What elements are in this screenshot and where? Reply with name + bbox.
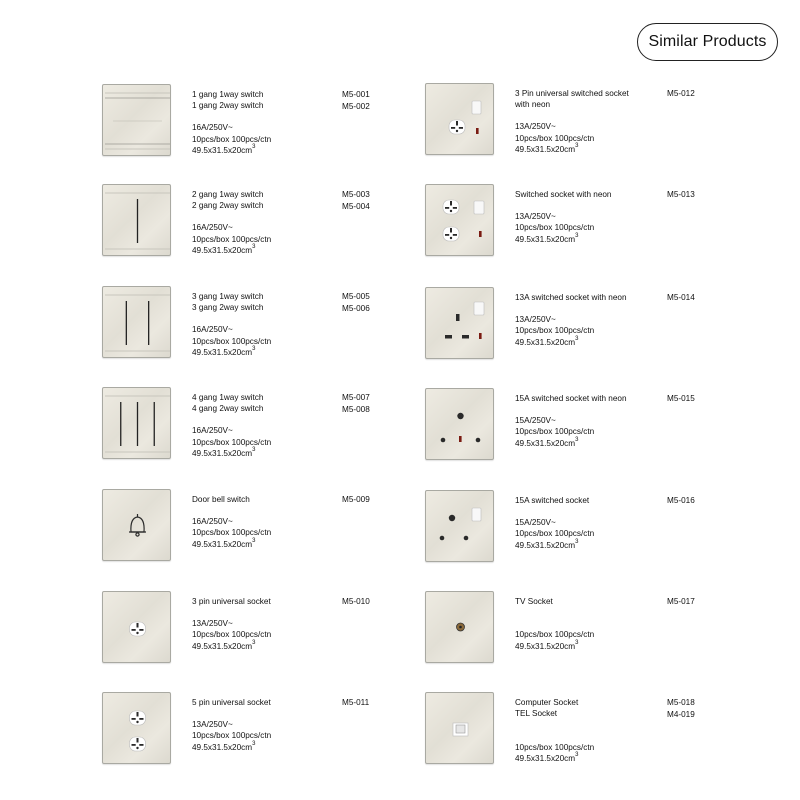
- cubic-superscript: 3: [252, 537, 256, 544]
- product-rating: 13A/250V~: [192, 619, 233, 629]
- product-code-value: M5-004: [342, 202, 370, 212]
- product-code-value: M5-009: [342, 495, 370, 504]
- product-packing: 10pcs/box 100pcs/ctn: [515, 742, 595, 752]
- product-packing: 10pcs/box 100pcs/ctn: [192, 528, 272, 538]
- product-code: [667, 292, 695, 303]
- product-rating: 13A/250V~: [515, 212, 556, 222]
- product-carton-size-line: [515, 540, 594, 551]
- product-code-value: M5-015: [667, 394, 695, 403]
- product-packing: 10pcs/box 100pcs/ctn: [192, 336, 272, 346]
- product-code: [342, 189, 370, 212]
- product-carton-size: 49.5x31.5x20cm: [192, 742, 253, 752]
- product-name: 3 pin universal socket: [192, 597, 271, 606]
- product-code: [667, 189, 695, 200]
- product-packing: 10pcs/box 100pcs/ctn: [192, 234, 272, 244]
- one-gang-switch-plate-icon: [102, 84, 171, 156]
- product-info: [192, 89, 271, 156]
- product-code-value: M5-011: [342, 698, 370, 707]
- product-info: [192, 494, 271, 550]
- product-name: 15A switched socket: [515, 496, 590, 505]
- product-packing: 10pcs/box 100pcs/ctn: [515, 529, 595, 539]
- four-gang-switch-plate-icon: [102, 387, 171, 459]
- product-code-value: M5-017: [667, 597, 695, 606]
- product-name: TV Socket: [515, 597, 553, 606]
- product-code: [667, 495, 695, 506]
- computer-tel-socket-plate-icon: [425, 692, 494, 764]
- product-code: [667, 88, 695, 99]
- cubic-superscript: 3: [575, 335, 579, 342]
- product-carton-size-line: [515, 438, 627, 449]
- product-info: [192, 189, 271, 256]
- product-packing: 10pcs/box 100pcs/ctn: [515, 223, 595, 233]
- product-code-value: M5-013: [667, 190, 695, 199]
- product-info: [192, 596, 271, 652]
- cubic-superscript: 3: [252, 144, 256, 151]
- product-packing: 10pcs/box 100pcs/ctn: [192, 731, 272, 741]
- product-carton-size-line: [515, 753, 594, 764]
- product-code: [667, 393, 695, 404]
- product-rating: 16A/250V~: [192, 123, 233, 133]
- product-packing: 10pcs/box 100pcs/ctn: [192, 134, 272, 144]
- product-carton-size-line: [192, 641, 271, 652]
- product-carton-size: 49.5x31.5x20cm: [192, 245, 253, 255]
- product-carton-size-line: [515, 641, 594, 652]
- product-info: [515, 88, 629, 155]
- product-code-value: M4-019: [667, 710, 695, 720]
- product-code: [342, 494, 370, 505]
- product-carton-size: 49.5x31.5x20cm: [515, 234, 576, 244]
- product-rating: [515, 730, 594, 741]
- product-info: [192, 697, 271, 753]
- product-carton-size: 49.5x31.5x20cm: [192, 448, 253, 458]
- three-gang-switch-plate-icon: [102, 286, 171, 358]
- product-name: 2 gang 2way switch: [192, 201, 264, 211]
- product-info: [192, 291, 271, 358]
- product-name: Switched socket with neon: [515, 190, 612, 199]
- cubic-superscript: 3: [252, 447, 256, 454]
- product-name: 3 Pin universal switched socket: [515, 89, 629, 98]
- five-pin-universal-socket-plate-icon: [102, 692, 171, 764]
- two-gang-switch-plate-icon: [102, 184, 171, 256]
- product-code-value: M5-012: [667, 89, 695, 98]
- door-bell-switch-plate-icon: [102, 489, 171, 561]
- product-carton-size-line: [192, 742, 271, 753]
- product-code-value: M5-018: [667, 698, 695, 707]
- product-code-value: M5-003: [342, 190, 370, 199]
- product-name: 1 gang 2way switch: [192, 101, 264, 111]
- product-code-value: M5-005: [342, 292, 370, 301]
- product-name: 15A switched socket with neon: [515, 394, 627, 403]
- product-code-value: M5-016: [667, 496, 695, 505]
- product-carton-size: 49.5x31.5x20cm: [515, 753, 576, 763]
- product-name: Door bell switch: [192, 495, 250, 504]
- product-rating: 16A/250V~: [192, 325, 233, 335]
- product-name: Computer Socket: [515, 698, 579, 707]
- product-info: [192, 392, 271, 459]
- product-info: [515, 393, 627, 449]
- product-name: 5 pin universal socket: [192, 698, 271, 707]
- product-carton-size-line: [515, 144, 629, 155]
- cubic-superscript: 3: [575, 752, 579, 759]
- product-carton-size-line: [192, 347, 271, 358]
- product-code: [342, 89, 370, 112]
- tv-socket-plate-icon: [425, 591, 494, 663]
- product-code-value: M5-014: [667, 293, 695, 302]
- cubic-superscript: 3: [575, 538, 579, 545]
- product-info: [515, 596, 594, 652]
- product-rating: 15A/250V~: [515, 416, 556, 426]
- switched-socket-neon-plate-icon: [425, 184, 494, 256]
- product-name: 1 gang 1way switch: [192, 90, 264, 99]
- product-code: [342, 291, 370, 314]
- product-carton-size: 49.5x31.5x20cm: [515, 540, 576, 550]
- product-carton-size: 49.5x31.5x20cm: [515, 144, 576, 154]
- cubic-superscript: 3: [252, 244, 256, 251]
- product-code-value: M5-010: [342, 597, 370, 606]
- cubic-superscript: 3: [252, 740, 256, 747]
- product-rating: 15A/250V~: [515, 518, 556, 528]
- cubic-superscript: 3: [252, 639, 256, 646]
- cubic-superscript: 3: [575, 436, 579, 443]
- fifteen-amp-switched-socket-plate-icon: [425, 490, 494, 562]
- product-name: 4 gang 2way switch: [192, 404, 264, 414]
- thirteen-amp-switched-socket-plate-icon: [425, 287, 494, 359]
- product-carton-size-line: [192, 448, 271, 459]
- product-packing: 10pcs/box 100pcs/ctn: [192, 437, 272, 447]
- cubic-superscript: 3: [575, 143, 579, 150]
- product-code: [342, 596, 370, 607]
- fifteen-amp-switched-socket-neon-plate-icon: [425, 388, 494, 460]
- product-name: 3 gang 1way switch: [192, 292, 264, 301]
- product-code: [667, 697, 695, 720]
- product-rating: [515, 618, 594, 629]
- product-carton-size: 49.5x31.5x20cm: [192, 145, 253, 155]
- cubic-superscript: 3: [575, 639, 579, 646]
- product-rating: 13A/250V~: [192, 720, 233, 730]
- product-carton-size-line: [515, 337, 627, 348]
- product-name: 13A switched socket with neon: [515, 293, 627, 302]
- product-carton-size: 49.5x31.5x20cm: [192, 347, 253, 357]
- product-packing: 10pcs/box 100pcs/ctn: [515, 133, 595, 143]
- product-name: 3 gang 2way switch: [192, 303, 264, 313]
- similar-products-button[interactable]: Similar Products: [637, 23, 778, 61]
- product-name: 2 gang 1way switch: [192, 190, 264, 199]
- product-carton-size-line: [192, 245, 271, 256]
- product-packing: 10pcs/box 100pcs/ctn: [515, 326, 595, 336]
- product-carton-size: 49.5x31.5x20cm: [515, 641, 576, 651]
- product-rating: 16A/250V~: [192, 223, 233, 233]
- product-carton-size: 49.5x31.5x20cm: [192, 539, 253, 549]
- three-pin-universal-socket-plate-icon: [102, 591, 171, 663]
- product-code: [342, 392, 370, 415]
- product-packing: 10pcs/box 100pcs/ctn: [515, 630, 595, 640]
- product-carton-size: 49.5x31.5x20cm: [515, 337, 576, 347]
- product-rating: 13A/250V~: [515, 315, 556, 325]
- product-packing: 10pcs/box 100pcs/ctn: [515, 427, 595, 437]
- product-info: [515, 292, 627, 348]
- product-code: [667, 596, 695, 607]
- product-carton-size-line: [515, 234, 611, 245]
- cubic-superscript: 3: [575, 232, 579, 239]
- product-code-value: M5-002: [342, 102, 370, 112]
- product-code-value: M5-007: [342, 393, 370, 402]
- product-rating: 16A/250V~: [192, 517, 233, 527]
- product-rating: 16A/250V~: [192, 426, 233, 436]
- product-code-value: M5-001: [342, 90, 370, 99]
- product-name: 4 gang 1way switch: [192, 393, 264, 402]
- product-code-value: M5-008: [342, 405, 370, 415]
- product-carton-size: 49.5x31.5x20cm: [192, 641, 253, 651]
- product-code: [342, 697, 369, 708]
- product-code-value: M5-006: [342, 304, 370, 314]
- product-info: [515, 495, 594, 551]
- product-carton-size: 49.5x31.5x20cm: [515, 438, 576, 448]
- product-carton-size-line: [192, 539, 271, 550]
- product-info: [515, 189, 611, 245]
- product-packing: 10pcs/box 100pcs/ctn: [192, 630, 272, 640]
- product-rating: 13A/250V~: [515, 122, 556, 132]
- product-info: [515, 697, 594, 764]
- three-pin-switched-socket-neon-plate-icon: [425, 83, 494, 155]
- product-carton-size-line: [192, 145, 271, 156]
- product-name: with neon: [515, 100, 551, 110]
- cubic-superscript: 3: [252, 346, 256, 353]
- product-name: TEL Socket: [515, 709, 558, 719]
